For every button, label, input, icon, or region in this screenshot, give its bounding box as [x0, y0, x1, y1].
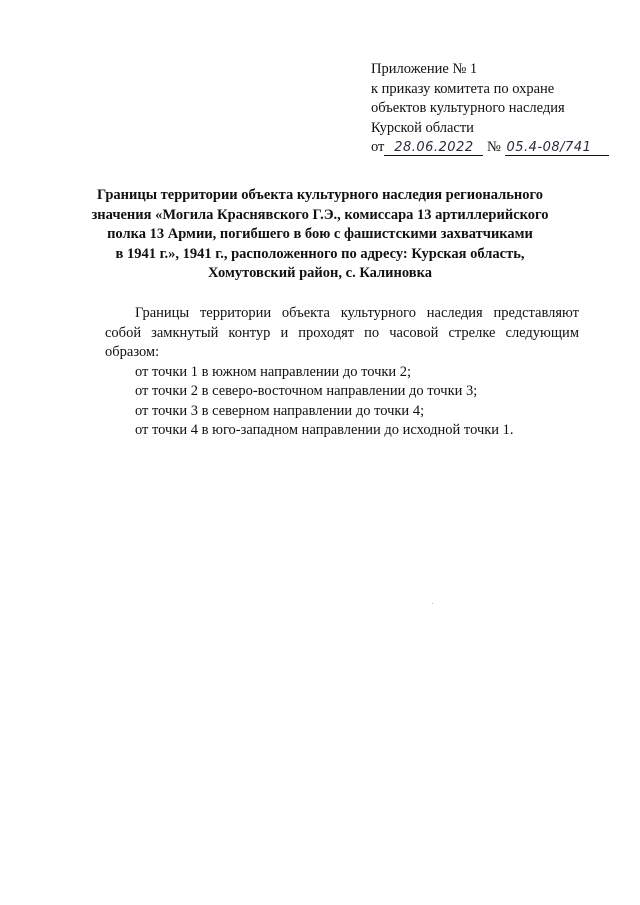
boundary-item: от точки 2 в северо-восточном направлении до точки 3; — [135, 383, 478, 399]
boundary-item: от точки 3 в северном направлении до точки 4; — [135, 402, 425, 419]
appendix-header — [371, 60, 621, 158]
handwritten-date: 28.06.2022 — [384, 140, 483, 156]
appendix-title: Приложение № 1 — [371, 61, 478, 77]
title-line-5: Хомутовский район, с. Калиновка — [208, 265, 432, 281]
boundary-item: от точки 1 в южном направлении до точки 2; — [135, 363, 412, 380]
intro-paragraph: Границы территории объекта культурного наследия представляют собой замкнутый контур и проходят по часовой стрелке следующим образом: — [105, 305, 579, 360]
document-title — [70, 186, 570, 284]
appendix-order-line: к приказу комитета по охране — [371, 80, 555, 97]
title-line-2: значения «Могила Краснявского Г.Э., комиссара 13 артиллерийского — [91, 206, 549, 223]
date-prefix: от — [371, 139, 385, 155]
appendix-region-line: Курской области — [371, 119, 474, 136]
handwritten-order-number: 05.4-08/741 — [505, 140, 609, 156]
title-line-4: в 1941 г.», 1941 г., расположенного по адресу: Курская область, — [115, 245, 525, 262]
boundary-item: от точки 4 в юго-западном направлении до исходной точки 1. — [135, 422, 514, 438]
scan-speck — [432, 603, 433, 604]
number-sign: № — [487, 139, 501, 155]
title-line-3: полка 13 Армии, погибшего в бою с фашистскими захватчиками — [107, 226, 533, 242]
appendix-date-number-line — [371, 138, 621, 158]
title-line-1: Границы территории объекта культурного наследия регионального — [97, 187, 543, 203]
appendix-committee-line: объектов культурного наследия — [371, 100, 565, 116]
document-body — [105, 304, 579, 441]
